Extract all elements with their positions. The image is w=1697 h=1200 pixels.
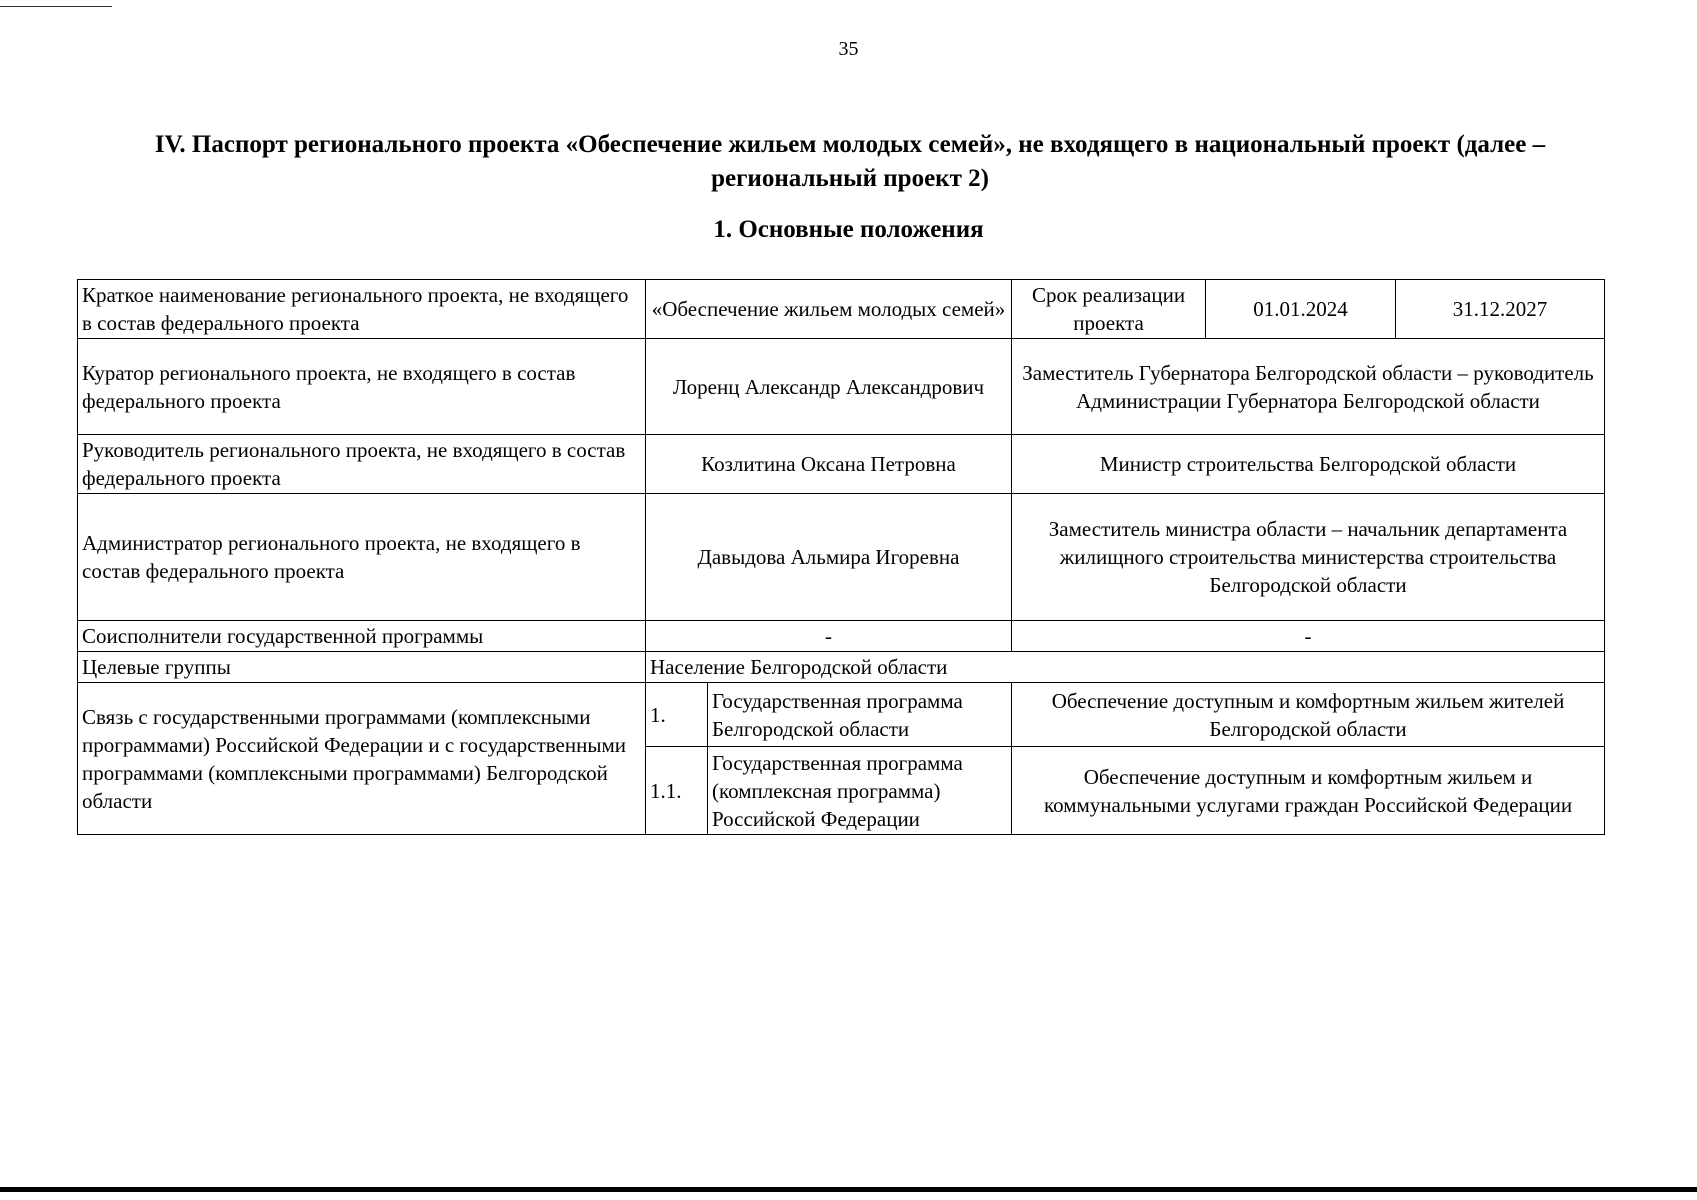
table-row-links-1 [78,683,1605,747]
link-1-name: Обеспечение доступным и комфортным жильем жителей Белгородской области [1012,683,1605,747]
bottom-edge-bar [0,1187,1697,1192]
term-end: 31.12.2027 [1396,280,1605,339]
administrator-label: Администратор регионального проекта, не входящего в состав федерального проекта [78,494,646,621]
short-name-label: Краткое наименование регионального проекта, не входящего в состав федерального проекта [78,280,646,339]
curator-label: Куратор регионального проекта, не входящего в состав федерального проекта [78,339,646,435]
coexecutors-label: Соисполнители государственной программы [78,621,646,652]
term-start: 01.01.2024 [1206,280,1396,339]
table-row-curator [78,339,1605,435]
link-1-program: Государственная программа Белгородской области [708,683,1012,747]
link-1-number: 1. [646,683,708,747]
table-row-target-groups [78,652,1605,683]
passport-table [77,279,1605,835]
coexecutors-value-1: - [646,621,1012,652]
table-row-short-name [78,280,1605,339]
administrator-position: Заместитель министра области – начальник департамента жилищного строительства министерства строительства Белгородской области [1012,494,1605,621]
subsection-title: 1. Основные положения [713,216,984,243]
section-title: IV. Паспорт регионального проекта «Обеспечение жильем молодых семей», не входящего в национальный проект (далее – региональный проект 2) [154,131,1546,192]
short-name-value: «Обеспечение жильем молодых семей» [646,280,1012,339]
link-2-number: 1.1. [646,747,708,835]
curator-position: Заместитель Губернатора Белгородской области – руководитель Администрации Губернатора Белгородской области [1012,339,1605,435]
administrator-name: Давыдова Альмира Игоревна [646,494,1012,621]
curator-name: Лоренц Александр Александрович [646,339,1012,435]
table-row-administrator [78,494,1605,621]
target-groups-value: Население Белгородской области [646,652,1605,683]
target-groups-label: Целевые группы [78,652,646,683]
table-row-coexecutors [78,621,1605,652]
corner-rule [0,6,112,7]
term-label: Срок реализации проекта [1012,280,1206,339]
links-label: Связь с государственными программами (комплексными программами) Российской Федерации и с государственными программами (комплексными программами) Белгородской области [78,683,646,835]
head-name: Козлитина Оксана Петровна [646,435,1012,494]
coexecutors-value-2: - [1012,621,1605,652]
page-number: 35 [838,38,859,60]
link-2-program: Государственная программа (комплексная программа) Российской Федерации [708,747,1012,835]
head-position: Министр строительства Белгородской области [1012,435,1605,494]
head-label: Руководитель регионального проекта, не входящего в состав федерального проекта [78,435,646,494]
link-2-name: Обеспечение доступным и комфортным жильем и коммунальными услугами граждан Российской Федерации [1012,747,1605,835]
table-row-head [78,435,1605,494]
